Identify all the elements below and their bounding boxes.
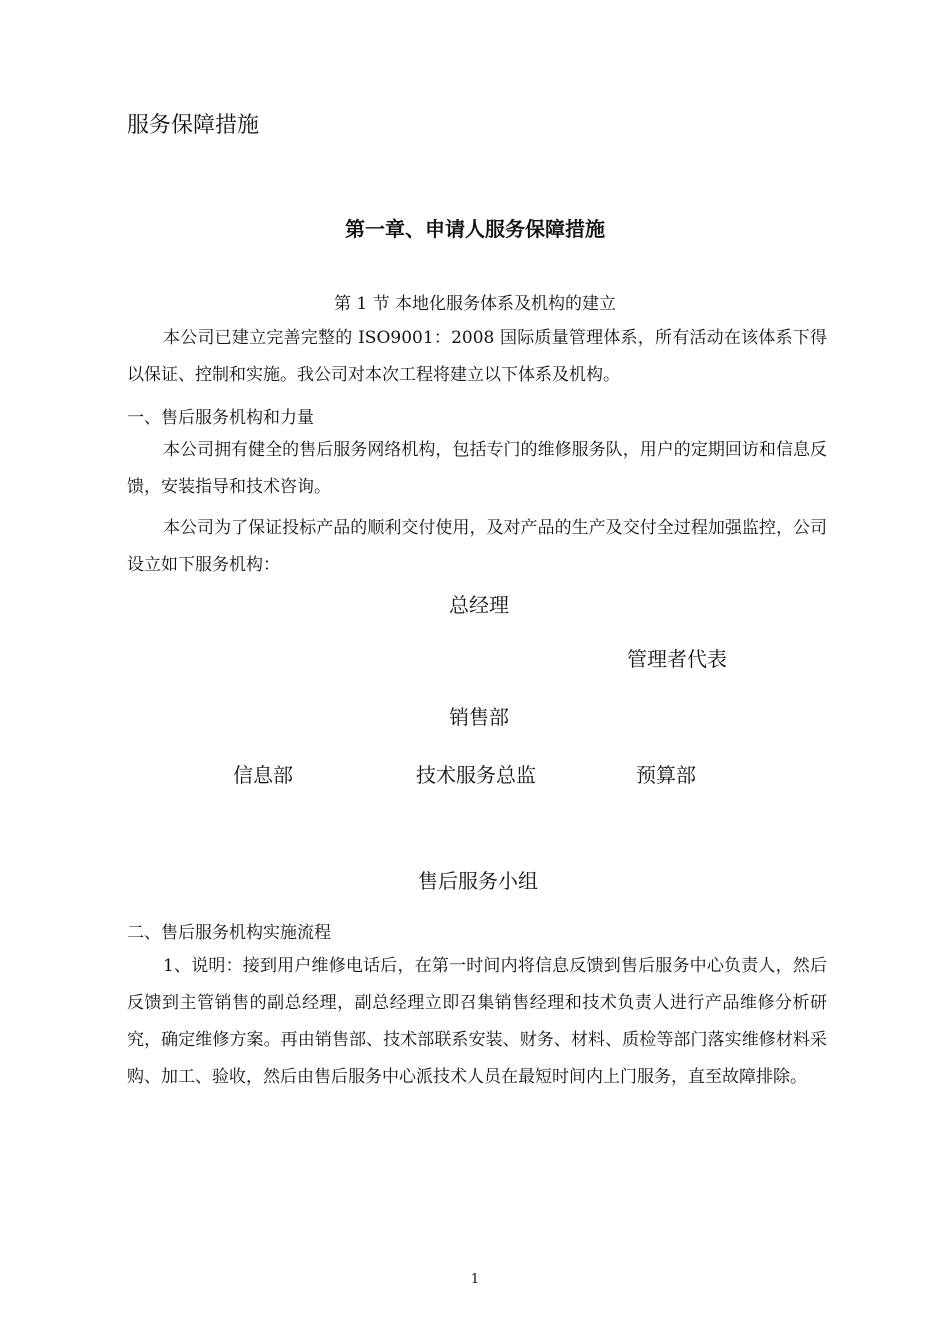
org-node-sales-department: 销售部 [449,705,509,729]
org-node-information-department: 信息部 [233,763,293,787]
intro-paragraph: 本公司已建立完善完整的 ISO9001：2008 国际质量管理体系，所有活动在该体系下得以保证、控制和实施。我公司对本次工程将建立以下体系及机构。 [127,328,827,385]
org-node-budget-department: 预算部 [636,763,696,787]
heading-after-sales-organization: 一、售后服务机构和力量 [127,408,314,428]
page-number: 1 [470,1272,480,1287]
org-node-technical-service-director: 技术服务总监 [416,763,536,787]
org-node-management-representative: 管理者代表 [627,647,727,671]
section-title: 第 1 节 本地化服务体系及机构的建立 [333,294,617,314]
document-title: 服务保障措施 [127,113,260,138]
chapter-title: 第一章、申请人服务保障措施 [345,217,605,241]
paragraph-service-network: 本公司拥有健全的售后服务网络机构，包括专门的维修服务队，用户的定期回访和信息反馈，安装指导和技术咨询。 [127,440,827,497]
paragraph-service-structure: 本公司为了保证投标产品的顺利交付使用，及对产品的生产及交付全过程加强监控，公司设立如下服务机构： [127,518,827,575]
heading-implementation-process: 二、售后服务机构实施流程 [127,923,331,943]
org-node-after-sales-team: 售后服务小组 [418,869,538,893]
paragraph-process-description: 1、说明：接到用户维修电话后，在第一时间内将信息反馈到售后服务中心负责人，然后反馈到主管销售的副总经理，副总经理立即召集销售经理和技术负责人进行产品维修分析研究，确定维修方案。再由销售部、技术部联系安装、财务、材料、质检等部门落实维修材料采购、加工、验收，然后由售后服务中心派技术人员在最短时间内上门服务，直至故障排除。 [127,956,827,1087]
org-node-general-manager: 总经理 [449,593,509,617]
